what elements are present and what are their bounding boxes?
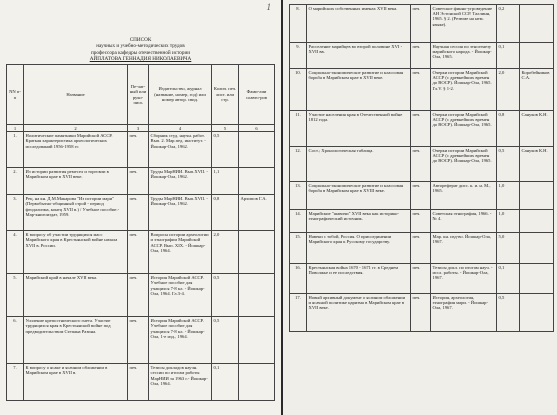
table-row <box>7 132 275 168</box>
print-status: печ. <box>411 147 431 182</box>
volume: 2,0 <box>212 231 239 274</box>
coauthors: Сануков К.Н. <box>520 111 554 147</box>
print-status: печ. <box>411 111 431 147</box>
print-status: печ. <box>411 294 431 332</box>
publisher-info: История, археология, этнография мари. - Йошкар-Ола, 1967. <box>431 294 497 332</box>
column-header: Пе-чат-ный или руко-пись <box>128 65 149 125</box>
row-number: 15. <box>290 233 307 264</box>
page-number: 1 <box>266 2 271 12</box>
print-status: печ. <box>128 231 149 274</box>
print-status: печ. <box>128 317 149 364</box>
publisher-info: Советская этнография, 1966. - № 4. <box>431 210 497 233</box>
coauthors <box>239 132 275 168</box>
print-status: печ. <box>411 182 431 210</box>
publisher-info: Очерки истории Марийской АССР (с древнейших времен до ВОСР). Йошкар-Ола, 1965. Гл.V. § 1-2. <box>431 69 497 111</box>
column-number-row <box>7 125 275 132</box>
coauthors: Архипов Г.А. <box>239 195 275 231</box>
row-number: 6. <box>7 317 24 364</box>
coauthors <box>520 5 554 43</box>
coauthors <box>239 231 275 274</box>
print-status: печ. <box>128 274 149 317</box>
print-status: печ. <box>128 168 149 195</box>
volume: 1,0 <box>497 210 520 233</box>
publication-title: Социально-экономическое развитие и классовая борьба в Марийском крае в XVII веке. <box>307 69 411 111</box>
row-number: 12. <box>290 147 307 182</box>
volume: 0,8 <box>212 195 239 231</box>
publication-title: Социально-экономическое развитие и классовая борьба в Марийском крае в XVIII веке. <box>307 182 411 210</box>
print-status: печ. <box>411 264 431 294</box>
header-author-name: АЙПЛАТОВА ГЕННАДИЯ НИКОЛАЕВИЧА <box>89 56 192 63</box>
right-document-page <box>283 0 557 415</box>
row-number: 7. <box>7 364 24 401</box>
print-status: печ. <box>128 364 149 401</box>
coauthors <box>520 294 554 332</box>
publisher-info: Труды МарНИИ. Вып.XVII. - Йошкар-Ола, 1962. <box>149 168 212 195</box>
table-row <box>290 294 554 332</box>
volume: 1,1 <box>212 168 239 195</box>
volume: 0,5 <box>212 317 239 364</box>
volume: 0,5 <box>497 147 520 182</box>
publication-title: К вопросу о ясаке и ясачном обложении в Марийском крае в XVII в. <box>24 364 128 401</box>
table-row <box>7 231 275 274</box>
volume: 0,8 <box>497 111 520 147</box>
coauthors <box>239 364 275 401</box>
header-line-2: научных и учебно-методических трудов <box>96 43 185 50</box>
column-number: 1 <box>7 125 24 132</box>
publisher-info: Тезисы докладов научн. сессии по итогам работы МарНИИ за 1963 г.- Йошкар-Ола, 1964. <box>149 364 212 401</box>
publisher-info: Тезисы докл. по итогам науч. - иссл. работы. - Йошкар-Ола, 1967. <box>431 264 497 294</box>
header-line-3: профессора кафедры отечественной истории <box>90 49 191 56</box>
publisher-info: Вопросы истории археологии и этнографии Марийской АССР. Вып. XIX. - Йошкар-Ола, 1964. <box>149 231 212 274</box>
publisher-info: История Марийской АССР. Учебное пособие для учащихся 7-8 кл. - Йошкар-Ола, 1-е изд., 1964. <box>149 317 212 364</box>
row-number: 4. <box>7 231 24 274</box>
row-number: 3. <box>7 195 24 231</box>
publication-title: Участие населения края в Отечественной войне 1812 года. <box>307 111 411 147</box>
table-row <box>7 364 275 401</box>
column-number: 2 <box>24 125 128 132</box>
table-row <box>290 147 554 182</box>
publication-title: Рец. на кн. Д.М.Макарова "Из истории мари"(Первобытно-общинный строй - период феодализма, конец XVII в.) / Учебное пособие.- Мар-книгоиздат, 1959. <box>24 195 128 231</box>
table-row <box>290 264 554 294</box>
column-number: 5 <box>212 125 239 132</box>
publication-title: Из истории развития ремесел и торговли в Марийском крае в XVII веке. <box>24 168 128 195</box>
table-header-row <box>7 65 275 125</box>
coauthors <box>520 182 554 210</box>
print-status: печ. <box>411 233 431 264</box>
row-number: 9. <box>290 43 307 69</box>
table-row <box>7 168 275 195</box>
publications-table-left <box>6 64 275 401</box>
row-number: 5. <box>7 274 24 317</box>
publication-title: Новый архивный документ о ясачном обложении и ясачной политике царизма в Марийском крае в XVII веке. <box>307 294 411 332</box>
publication-title: Марийский край в начале XVII века. <box>24 274 128 317</box>
publisher-info: Мар. кн. изд-во. Йошкар-Ола, 1967. <box>431 233 497 264</box>
publication-title: О марийских собственных именах XVII века. <box>307 5 411 43</box>
row-number: 17. <box>290 294 307 332</box>
volume: 0,5 <box>212 132 239 168</box>
document-header <box>0 37 281 63</box>
column-number: 6 <box>239 125 275 132</box>
row-number: 2. <box>7 168 24 195</box>
publication-title: Марийские "шавичи" XVII века как историко-этнографический источник. <box>307 210 411 233</box>
coauthors <box>520 264 554 294</box>
table-row <box>7 195 275 231</box>
coauthors: Коробейников С.А. <box>520 69 554 111</box>
volume: 0,5 <box>497 294 520 332</box>
print-status: печ. <box>411 69 431 111</box>
coauthors: Сануков К.Н. <box>520 147 554 182</box>
coauthors <box>239 168 275 195</box>
table-row <box>290 69 554 111</box>
publication-title: Крестьянская война 1670 - 1671 гг. в Среднем Поволжье и ее последствия. <box>307 264 411 294</box>
coauthors <box>239 274 275 317</box>
row-number: 11. <box>290 111 307 147</box>
print-status: печ. <box>128 195 149 231</box>
publisher-info: Автореферат дисс. к. и. н. М., 1965. <box>431 182 497 210</box>
row-number: 13. <box>290 182 307 210</box>
publication-title: Нолитические памятники Марийской АССР. Краткая характеристика археологических исследований 1956-1958 гг. <box>24 132 128 168</box>
volume: 0,1 <box>497 43 520 69</box>
table-row <box>290 210 554 233</box>
table-row <box>290 5 554 43</box>
column-header: NN п-п <box>7 65 24 125</box>
publisher-info: Очерки истории Марийской АССР (с древнейших времен до ВОСР). Йошкар-Ола, 1965. <box>431 111 497 147</box>
coauthors <box>520 43 554 69</box>
row-number: 1. <box>7 132 24 168</box>
column-header: Фами-лии соавто-ров <box>239 65 275 125</box>
volume: 0,1 <box>497 264 520 294</box>
publication-title: Усиление крепостнического гнета. Участие трудящихся края в Крестьянской войне под предводительством Степана Разина. <box>24 317 128 364</box>
coauthors <box>239 317 275 364</box>
publisher-info: Научная сессия по этногенезу марийского народа. - Йошкар-Ола, 1965. <box>431 43 497 69</box>
row-number: 10. <box>290 69 307 111</box>
publication-title: Сост.; Хронологическая таблица. <box>307 147 411 182</box>
table-row <box>7 317 275 364</box>
publisher-info: История Марийской АССР. Учебное пособие для учащихся 7-8 кл. - Йошкар-Ола, 1964. Гл.3-4. <box>149 274 212 317</box>
publication-title: Расселение марийцев во второй половине XVI - XVII вв. <box>307 43 411 69</box>
publications-table-right <box>289 4 554 332</box>
volume: 0,5 <box>212 274 239 317</box>
table-row <box>7 274 275 317</box>
publisher-info: Труды МарНИИ. Вып.XVII. - Йошкар-Ола, 1962. <box>149 195 212 231</box>
column-number: 3 <box>128 125 149 132</box>
publisher-info: Советское финно-угроведение АН Эстонской ССР. Таллинн, 1965. § 2. (Резюме на нем. языке). <box>431 5 497 43</box>
row-number: 14. <box>290 210 307 233</box>
column-header: Название <box>24 65 128 125</box>
print-status: печ. <box>411 43 431 69</box>
publication-title: К вопросу об участии трудящихся масс Марийского края в Крестьянской войне начала XVII в. России. <box>24 231 128 274</box>
row-number: 16. <box>290 264 307 294</box>
print-status: печ. <box>411 5 431 43</box>
header-title: СПИСОК <box>129 37 152 43</box>
table-row <box>290 233 554 264</box>
row-number: 8. <box>290 5 307 43</box>
coauthors <box>520 210 554 233</box>
volume: 5,0 <box>497 233 520 264</box>
coauthors <box>520 233 554 264</box>
volume: 0,2 <box>497 5 520 43</box>
volume: 1,0 <box>497 182 520 210</box>
print-status: печ. <box>411 210 431 233</box>
volume: 0,1 <box>212 364 239 401</box>
column-number: 4 <box>149 125 212 132</box>
print-status: печ. <box>128 132 149 168</box>
column-header: Колич. печ. лист. или стр. <box>212 65 239 125</box>
publisher-info: Очерки истории Марийской АССР (с древнейших времен до ВОСР). Йошкар-Ола, 1965. <box>431 147 497 182</box>
table-row <box>290 111 554 147</box>
table-row <box>290 182 554 210</box>
volume: 2,0 <box>497 69 520 111</box>
column-header: Издательство, журнал (название, номер, год) или номер автор. свид. <box>149 65 212 125</box>
publication-title: Навеки с тобой, Россия. О присоединении Марийского края к Русскому государству. <box>307 233 411 264</box>
table-row <box>290 43 554 69</box>
publisher-info: Сборник студ. научн. работ. Вып. 2. Мар.пед. институт. - Йошкар-Ола, 1962. <box>149 132 212 168</box>
